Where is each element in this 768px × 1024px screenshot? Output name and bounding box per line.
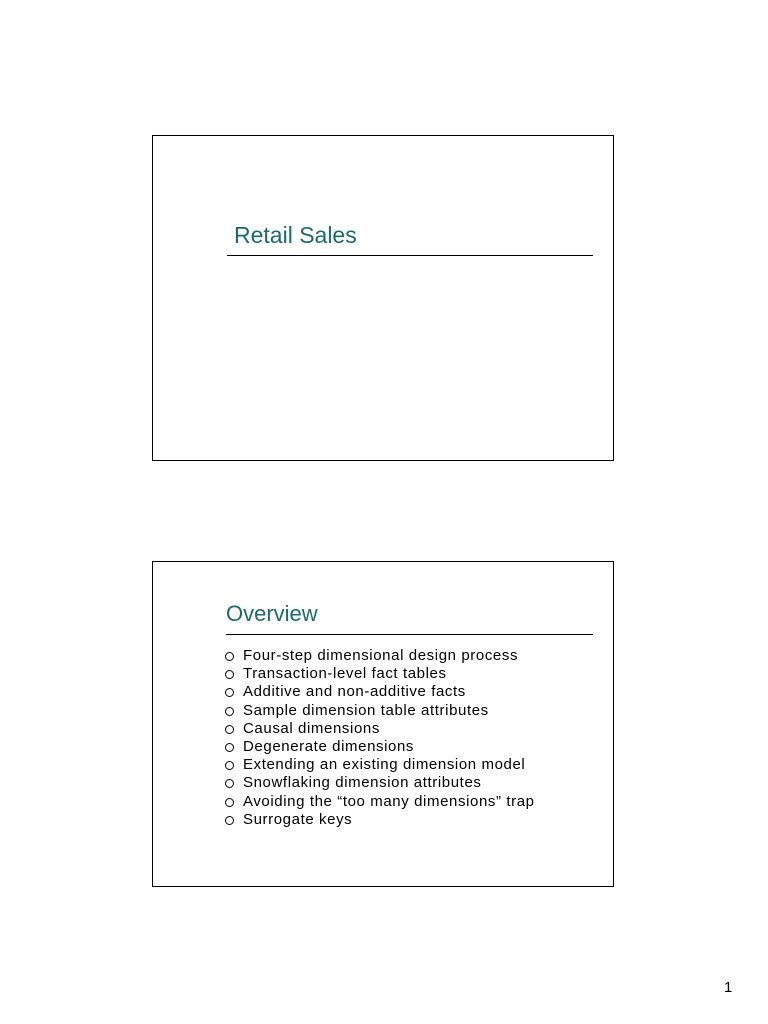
list-item-text: Degenerate dimensions (243, 737, 415, 755)
list-item (225, 738, 535, 756)
list-item-text: Four-step dimensional design process (243, 647, 519, 664)
slide-overview (152, 561, 614, 887)
list-item (225, 665, 535, 683)
list-item (225, 647, 535, 665)
bullet-circle-icon (225, 652, 234, 661)
list-item (225, 720, 535, 738)
list-item (225, 793, 535, 811)
bullet-circle-icon (225, 670, 234, 679)
list-item-text: Causal dimensions (243, 719, 380, 737)
list-item-text: Snowflaking dimension attributes (243, 774, 482, 792)
list-item-text: Transaction-level fact tables (243, 665, 447, 683)
list-item-text: Surrogate keys (243, 810, 353, 828)
title-divider (227, 255, 593, 256)
overview-bullet-list (225, 647, 535, 829)
bullet-circle-icon (225, 798, 234, 807)
page-number: 1 (724, 979, 733, 996)
list-item-text: Sample dimension table attributes (243, 701, 489, 719)
list-item (225, 683, 535, 701)
bullet-circle-icon (225, 761, 234, 770)
bullet-circle-icon (225, 688, 234, 697)
title-divider (226, 634, 593, 635)
list-item (225, 702, 535, 720)
list-item-text: Avoiding the “too many dimensions” trap (243, 792, 535, 810)
bullet-circle-icon (225, 743, 234, 752)
list-item (225, 774, 535, 792)
bullet-circle-icon (225, 816, 234, 825)
list-item (225, 756, 535, 774)
list-item-text: Extending an existing dimension model (243, 756, 526, 774)
bullet-circle-icon (225, 779, 234, 788)
slide-title: Overview (226, 601, 318, 626)
list-item (225, 811, 535, 829)
slide-retail-sales (152, 135, 614, 461)
bullet-circle-icon (225, 725, 234, 734)
bullet-circle-icon (225, 707, 234, 716)
list-item-text: Additive and non-additive facts (243, 683, 466, 701)
slide-title: Retail Sales (234, 222, 357, 248)
